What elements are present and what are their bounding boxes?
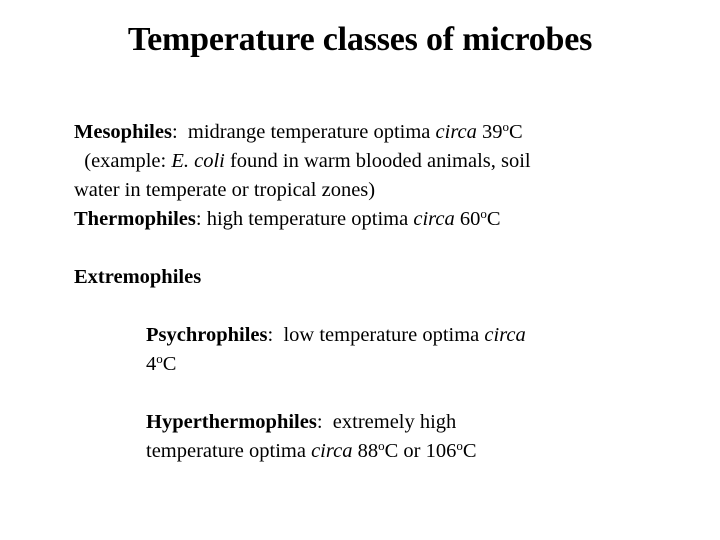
spacer — [74, 234, 694, 263]
mesophiles-term: Mesophiles — [74, 121, 172, 143]
mesophiles-example-rest-1: found in warm blooded animals, soil — [224, 150, 531, 172]
mesophiles-example-open: (example: — [74, 150, 172, 172]
hyperthermophiles-degree-1: o — [378, 438, 385, 453]
mesophiles-example-line-2 — [74, 176, 694, 205]
thermophiles-term: Thermophiles — [74, 208, 196, 230]
thermophiles-degree: o — [480, 206, 487, 221]
spacer — [74, 379, 694, 408]
mesophiles-desc: midrange temperature optima — [187, 121, 436, 143]
thermophiles-value: 60 — [454, 208, 481, 230]
hyperthermophiles-circa: circa — [311, 440, 353, 462]
psychrophiles-sep: : — [267, 324, 284, 346]
psychrophiles-term: Psychrophiles — [146, 324, 268, 346]
hyperthermophiles-value-1: 88 — [352, 440, 379, 462]
thermophiles-unit: C — [486, 208, 501, 230]
hyperthermophiles-desc-2: temperature optima — [146, 440, 312, 462]
hyperthermophiles-sep: : — [316, 411, 333, 433]
thermophiles-sep: : — [195, 208, 207, 230]
extremophiles-heading: Extremophiles — [74, 266, 202, 288]
thermophiles-desc: high temperature optima — [206, 208, 414, 230]
hyperthermophiles-degree-2: o — [456, 438, 463, 453]
mesophiles-example-line — [74, 147, 694, 176]
mesophiles-example-organism: E. coli — [171, 150, 225, 172]
slide-title: Temperature classes of microbes — [127, 21, 593, 58]
mesophiles-example-rest-2: water in temperate or tropical zones) — [74, 179, 376, 201]
slide-body — [74, 118, 694, 466]
mesophiles-degree: o — [502, 119, 510, 134]
hyperthermophiles-term: Hyperthermophiles — [146, 411, 317, 433]
hyperthermophiles-unit-2: C — [462, 440, 477, 462]
thermophiles-circa: circa — [413, 208, 455, 230]
mesophiles-circa: circa — [435, 121, 477, 143]
psychrophiles-degree: o — [156, 351, 163, 366]
thermophiles-line — [74, 205, 694, 234]
psychrophiles-value: 4 — [146, 353, 157, 375]
mesophiles-line — [74, 118, 694, 147]
mesophiles-value: 39 — [476, 121, 503, 143]
psychrophiles-unit: C — [162, 353, 177, 375]
hyperthermophiles-line — [74, 408, 694, 437]
mesophiles-unit: C — [509, 121, 523, 143]
hyperthermophiles-unit-1: C or 106 — [384, 440, 457, 462]
hyperthermophiles-desc-1: extremely high — [332, 411, 457, 433]
spacer — [74, 292, 694, 321]
psychrophiles-circa: circa — [484, 324, 526, 346]
psychrophiles-line — [74, 321, 694, 350]
mesophiles-sep: : — [171, 121, 188, 143]
psychrophiles-line-2 — [74, 350, 694, 379]
hyperthermophiles-line-2 — [74, 437, 694, 466]
psychrophiles-desc: low temperature optima — [283, 324, 485, 346]
